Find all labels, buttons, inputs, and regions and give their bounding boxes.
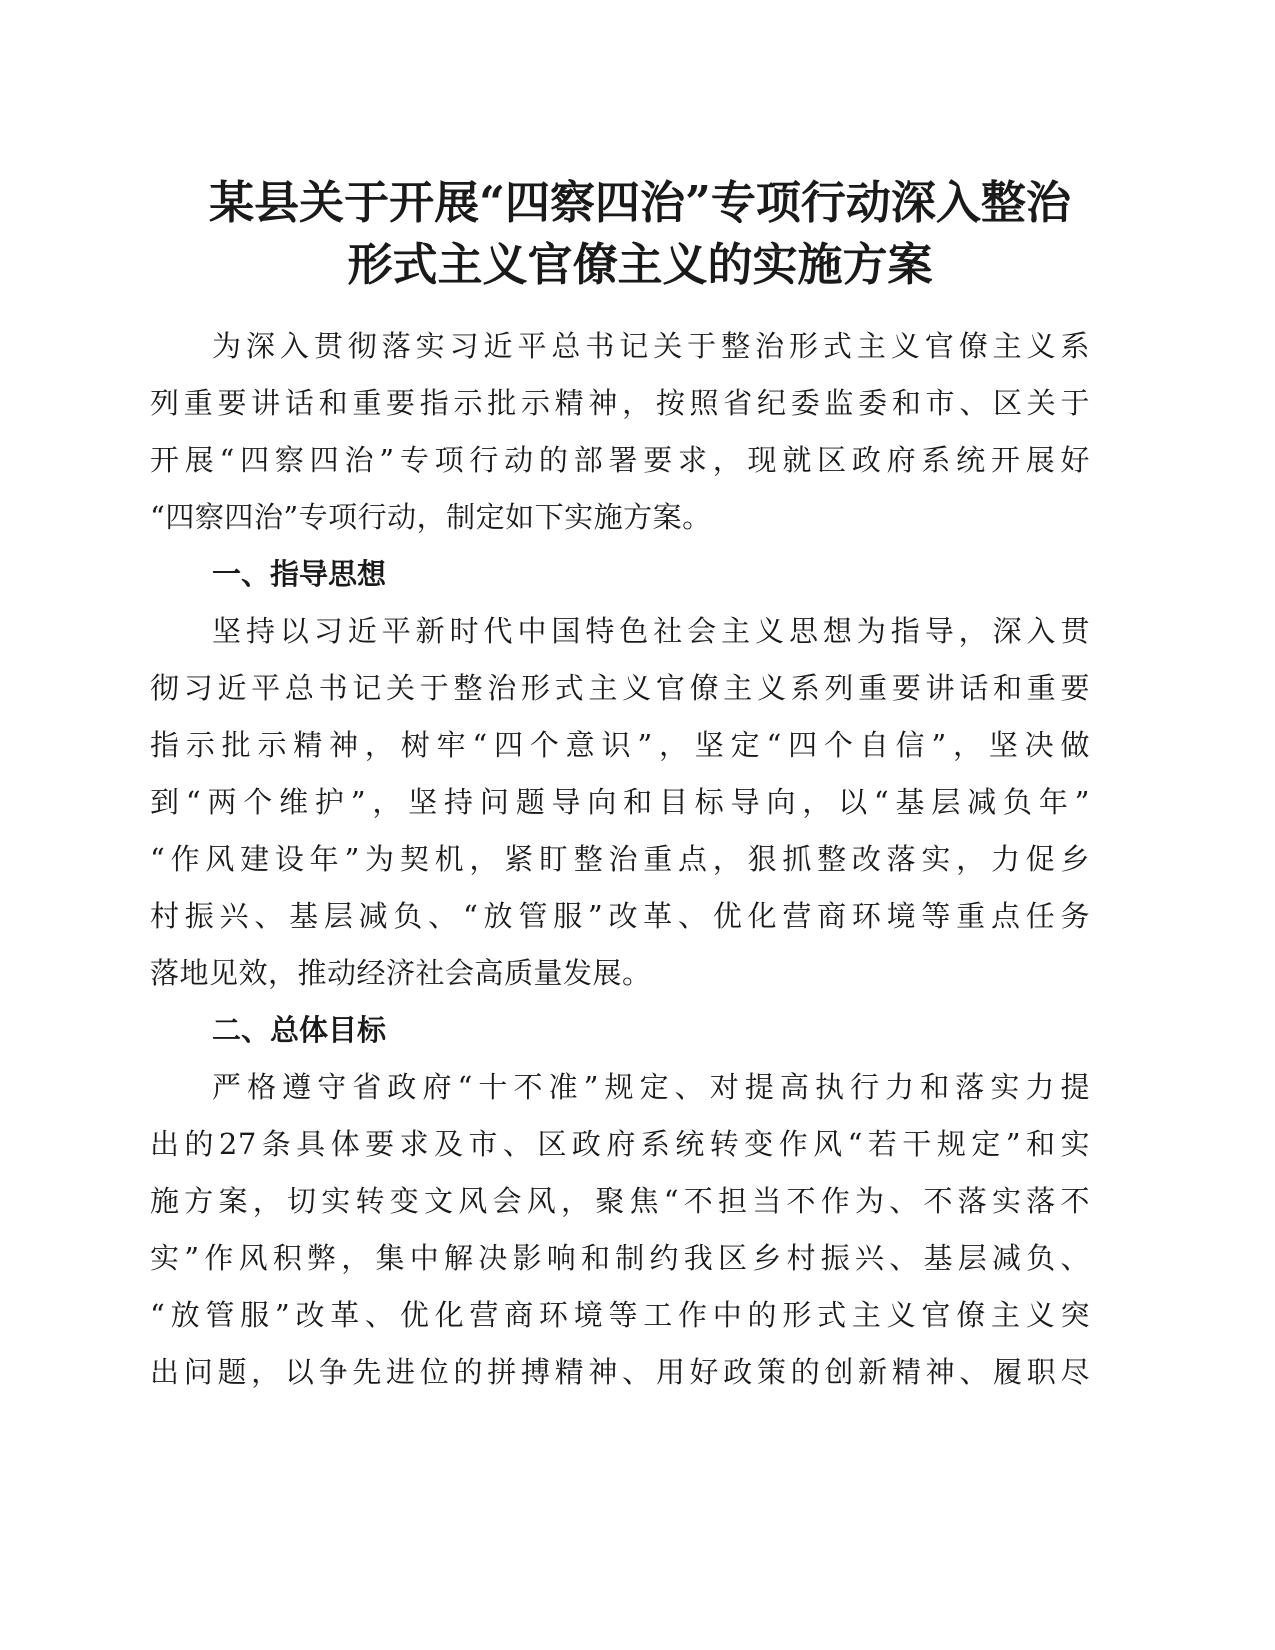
section2-line: 出问题，以争先进位的拼搏精神、用好政策的创新精神、履职尽 <box>150 1355 1090 1389</box>
section2-line: 严格遵守省政府“十不准”规定、对提高执行力和落实力提 <box>212 1070 1090 1104</box>
section1-line: 落地见效，推动经济社会高质量发展。 <box>150 956 652 990</box>
document-body <box>150 318 1090 1401</box>
section-heading-guiding-ideology: 一、指导思想 <box>212 557 387 591</box>
intro-line: 为深入贯彻落实习近平总书记关于整治形式主义官僚主义系 <box>212 329 1090 363</box>
document-title-line-1: 某县关于开展“四察四治”专项行动深入整治 <box>209 176 1071 229</box>
section1-line: “作风建设年”为契机，紧盯整治重点，狠抓整改落实，力促乡 <box>150 842 1090 876</box>
section1-line: 彻习近平总书记关于整治形式主义官僚主义系列重要讲话和重要 <box>150 671 1090 705</box>
section1-line: 指示批示精神，树牢“四个意识”，坚定“四个自信”，坚决做 <box>150 728 1090 762</box>
section1-line: 到“两个维护”，坚持问题导向和目标导向，以“基层减负年” <box>150 785 1090 819</box>
section2-line: 出的27条具体要求及市、区政府系统转变作风“若干规定”和实 <box>150 1127 1090 1161</box>
section2-line: 实”作风积弊，集中解决影响和制约我区乡村振兴、基层减负、 <box>150 1241 1090 1275</box>
section2-line: 施方案，切实转变文风会风，聚焦“不担当不作为、不落实落不 <box>150 1184 1090 1218</box>
intro-line: 开展“四察四治”专项行动的部署要求，现就区政府系统开展好 <box>150 443 1090 477</box>
intro-line: 列重要讲话和重要指示批示精神，按照省纪委监委和市、区关于 <box>150 386 1090 420</box>
section-heading-overall-goal: 二、总体目标 <box>212 1013 387 1047</box>
section1-line: 坚持以习近平新时代中国特色社会主义思想为指导，深入贯 <box>212 614 1090 648</box>
intro-line: “四察四治”专项行动，制定如下实施方案。 <box>150 500 712 534</box>
document-title-line-2: 形式主义官僚主义的实施方案 <box>347 238 933 291</box>
section2-line: “放管服”改革、优化营商环境等工作中的形式主义官僚主义突 <box>150 1298 1090 1332</box>
section1-line: 村振兴、基层减负、“放管服”改革、优化营商环境等重点任务 <box>150 899 1090 933</box>
